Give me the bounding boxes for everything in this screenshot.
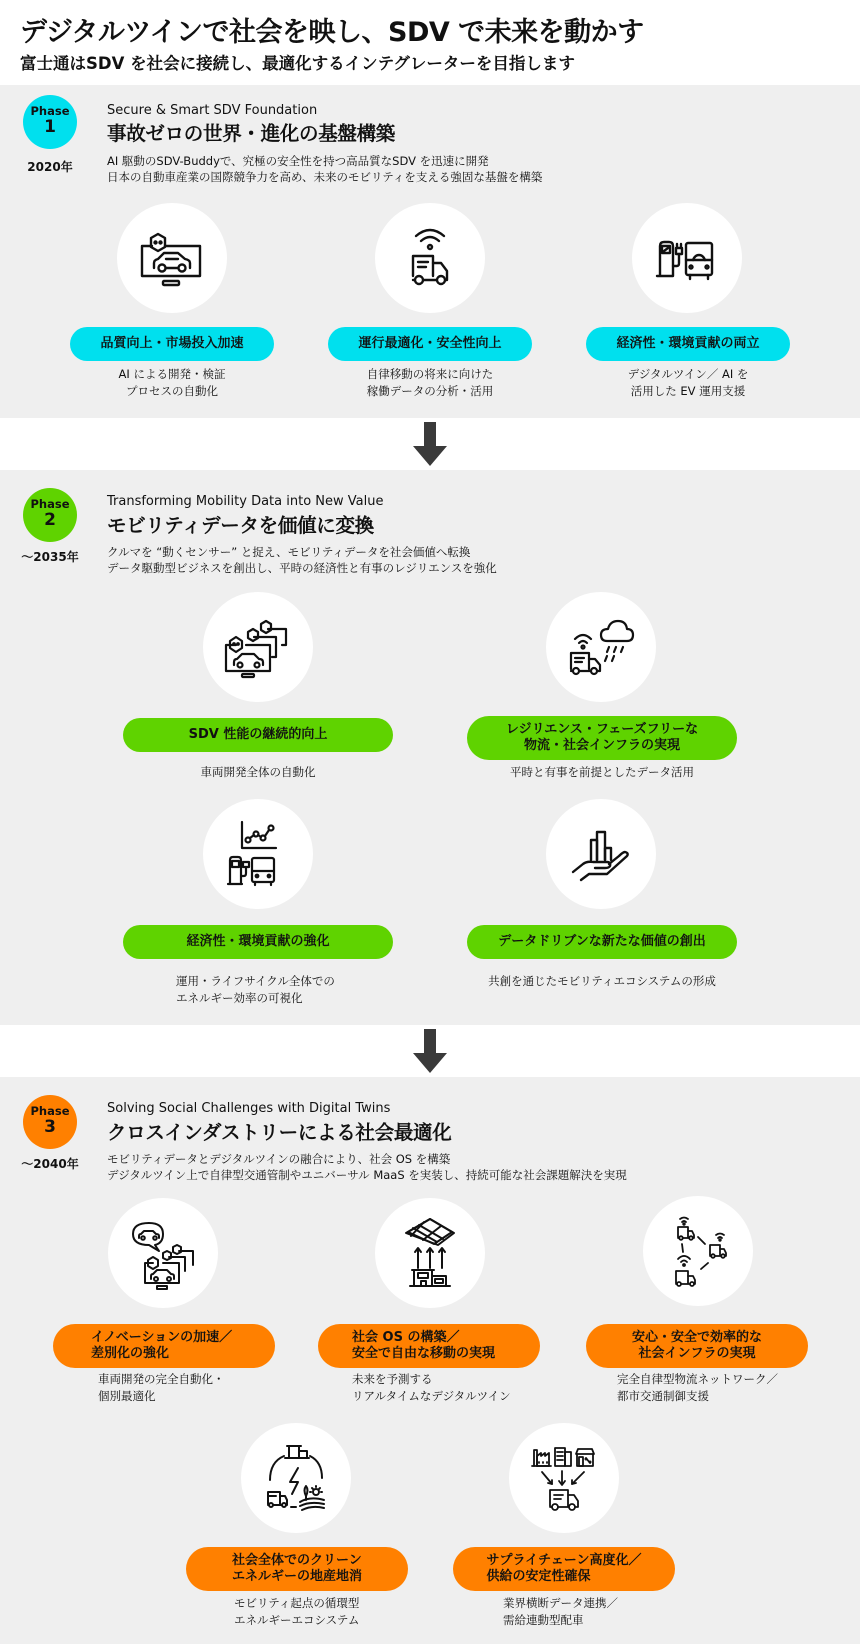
pill-label-line: 安全で自由な移動の実現 (352, 1346, 496, 1361)
phase-2-badge (23, 488, 77, 542)
pill-label-line: 社会インフラの実現 (638, 1346, 756, 1361)
phase-1-item-1-caption (82, 366, 262, 400)
caption-line: エネルギー効率の可視化 (176, 991, 303, 1005)
chart-ev-bus-icon (218, 814, 298, 894)
phase-2-panel (0, 470, 860, 1025)
description-line: モビリティデータとデジタルツインの融合により、社会 OS を構築 (107, 1152, 451, 1166)
monitor-car-ai-icon (132, 218, 212, 298)
pill-label: 経済性・環境貢献の両立 (616, 336, 760, 351)
truck-weather-icon-circle (546, 592, 656, 702)
monitor-car-ai-icon-circle (117, 203, 227, 313)
pill-label-line: 差別化の強化 (91, 1346, 170, 1361)
phase-2-en-title: Transforming Mobility Data into New Value (107, 494, 384, 509)
truck-weather-icon (561, 607, 641, 687)
page-subtitle: 富士通はSDV を社会に接続し、最適化するインテグレーターを目指します (20, 54, 575, 73)
pill-label-line: 社会全体でのクリーン (231, 1553, 362, 1568)
pill-label-line: レジリエンス・フェーズフリーな (505, 722, 699, 737)
phase-badge-number: 3 (44, 1117, 56, 1137)
caption-line: 業界横断データ連携／ (503, 1596, 618, 1610)
pill-label (91, 1330, 232, 1362)
caption-line: 活用した EV 運用支援 (630, 384, 746, 398)
supply-chain-truck-icon-circle (509, 1423, 619, 1533)
pill-label (232, 1553, 362, 1585)
phase-3-item-5-pill (453, 1547, 675, 1591)
pill-label-line: 物流・社会インフラの実現 (523, 738, 680, 753)
phase-2-item-4-pill (467, 925, 737, 959)
phase-1-item-2-pill (328, 327, 532, 361)
digital-twin-grid-building-icon-circle (375, 1198, 485, 1308)
description-line: デジタルツイン上で自律型交通管制やユニバーサル MaaS を実装し、持続可能な社会課題解決を実現 (107, 1168, 627, 1182)
energy-cycle-icon-circle (241, 1423, 351, 1533)
phase-2-item-2-pill (467, 716, 737, 760)
caption-line: AI による開発・検証 (118, 367, 226, 381)
phase-3-item-2-pill (318, 1324, 540, 1368)
pill-label (506, 722, 698, 754)
phase-2-item-1-caption (158, 764, 358, 781)
phase-3-panel (0, 1077, 860, 1644)
phase-3-item-3-caption (617, 1371, 807, 1405)
pill-label: 経済性・環境貢献の強化 (186, 934, 330, 949)
phase-1-jp-title: 事故ゼロの世界・進化の基盤構築 (107, 122, 396, 145)
phase-3-year: ～2040年 (21, 1157, 79, 1171)
description-line: AI 駆動のSDV-Buddyで、究極の安全性を持つ高品質なSDV を迅速に開発 (107, 154, 489, 168)
phase-badge-number: 2 (44, 510, 56, 530)
caption-line: 需給連動型配車 (503, 1613, 584, 1627)
pill-label (487, 1553, 642, 1585)
phase-1-item-3-caption (598, 366, 778, 400)
phase-1-badge (23, 95, 77, 149)
connected-truck-icon (390, 218, 470, 298)
caption-line: 運用・ライフサイクル全体での (176, 974, 335, 988)
phase-1-item-1-pill (70, 327, 274, 361)
phase-2-jp-title: モビリティデータを価値に変換 (107, 514, 374, 537)
phase-badge-label: Phase (30, 104, 70, 118)
supply-chain-truck-icon (524, 1438, 604, 1518)
phase-1-item-2-caption (340, 366, 520, 400)
pill-label: 運行最適化・安全性向上 (358, 336, 502, 351)
ev-charger-bus-icon (647, 218, 727, 298)
caption-line: モビリティ起点の循環型 (234, 1596, 360, 1610)
pill-label-line: 安心・安全で効率的な (631, 1330, 762, 1345)
pill-label: データドリブンな新たな価値の創出 (498, 934, 706, 949)
caption-line: 個別最適化 (98, 1389, 156, 1403)
phase-3-jp-title: クロスインダストリーによる社会最適化 (107, 1121, 452, 1144)
phase-3-item-2-caption (352, 1371, 542, 1405)
pill-label-line: エネルギーの地産地消 (231, 1569, 362, 1584)
multi-monitor-car-ai-icon (218, 607, 298, 687)
phase-3-badge (23, 1095, 77, 1149)
pill-label-line: 供給の安定性確保 (486, 1569, 591, 1584)
arrow-down-icon (413, 1029, 447, 1073)
pill-label-line: イノベーションの加速／ (91, 1330, 233, 1345)
description-line: データ駆動型ビジネスを創出し、平時の経済性と有事のレジリエンスを強化 (107, 561, 497, 575)
chart-ev-bus-icon-circle (203, 799, 313, 909)
phase-badge-label: Phase (30, 497, 70, 511)
phase-3-item-3-pill (586, 1324, 808, 1368)
phase-3-item-4-caption (234, 1595, 404, 1629)
phase-3-item-1-pill (53, 1324, 275, 1368)
speech-car-multi-monitor-icon-circle (108, 1198, 218, 1308)
truck-network-icon (658, 1211, 738, 1291)
caption-line: 共創を通じたモビリティエコシステムの形成 (488, 974, 716, 988)
caption-line: 車両開発の完全自動化・ (98, 1372, 225, 1386)
phase-transition-gap (0, 1025, 860, 1077)
ev-charger-bus-icon-circle (632, 203, 742, 313)
phase-3-en-title: Solving Social Challenges with Digital Twins (107, 1101, 391, 1116)
phase-1-panel (0, 85, 860, 418)
description-line: クルマを “動くセンサー” と捉え、モビリティデータを社会価値へ転換 (107, 545, 471, 559)
pill-label (632, 1330, 762, 1362)
pill-label: SDV 性能の継続的向上 (188, 727, 328, 742)
phase-3-item-5-caption (503, 1595, 673, 1629)
phase-2-item-4-caption (462, 973, 742, 990)
phase-badge-label: Phase (30, 1104, 70, 1118)
phase-1-year: 2020年 (27, 160, 73, 174)
caption-line: プロセスの自動化 (126, 384, 218, 398)
phase-2-item-3-pill (123, 925, 393, 959)
phase-2-item-2-caption (482, 764, 722, 781)
phase-1-description (107, 153, 542, 185)
phase-2-item-3-caption (176, 973, 396, 1007)
caption-line: エネルギーエコシステム (234, 1613, 360, 1627)
caption-line: リアルタイムなデジタルツイン (352, 1389, 511, 1403)
phase-3-item-1-caption (98, 1371, 268, 1405)
truck-network-icon-circle (643, 1196, 753, 1306)
connected-truck-icon-circle (375, 203, 485, 313)
caption-line: 稼働データの分析・活用 (366, 384, 494, 398)
caption-line: 車両開発全体の自動化 (200, 765, 316, 779)
description-line: 日本の自動車産業の国際競争力を高め、未来のモビリティを支える強固な基盤を構築 (107, 170, 543, 184)
hand-bar-chart-icon (561, 814, 641, 894)
pill-label: 品質向上・市場投入加速 (100, 336, 244, 351)
phase-3-item-4-pill (186, 1547, 408, 1591)
pill-label-line: 社会 OS の構築／ (352, 1330, 460, 1345)
caption-line: デジタルツイン／ AI を (627, 367, 749, 381)
page-title: デジタルツインで社会を映し、SDV で未来を動かす (20, 17, 644, 48)
caption-line: 自律移動の将来に向けた (366, 367, 494, 381)
hand-bar-chart-icon-circle (546, 799, 656, 909)
caption-line: 未来を予測する (352, 1372, 433, 1386)
phase-1-en-title: Secure & Smart SDV Foundation (107, 103, 318, 118)
multi-monitor-car-ai-icon-circle (203, 592, 313, 702)
phase-2-year: ～2035年 (21, 550, 79, 564)
phase-badge-number: 1 (44, 117, 56, 137)
phase-1-item-3-pill (586, 327, 790, 361)
caption-line: 完全自律型物流ネットワーク／ (617, 1372, 778, 1386)
speech-car-multi-monitor-icon (123, 1213, 203, 1293)
page-header (0, 0, 860, 85)
phase-transition-gap (0, 418, 860, 470)
pill-label (352, 1330, 495, 1362)
phase-3-description (107, 1151, 627, 1183)
digital-twin-grid-building-icon (390, 1213, 470, 1293)
caption-line: 都市交通制御支援 (617, 1389, 709, 1403)
pill-label-line: サプライチェーン高度化／ (486, 1553, 642, 1568)
phase-2-item-1-pill (123, 718, 393, 752)
arrow-down-icon (413, 422, 447, 466)
caption-line: 平時と有事を前提としたデータ活用 (510, 765, 694, 779)
energy-cycle-icon (256, 1438, 336, 1518)
phase-2-description (107, 544, 497, 576)
